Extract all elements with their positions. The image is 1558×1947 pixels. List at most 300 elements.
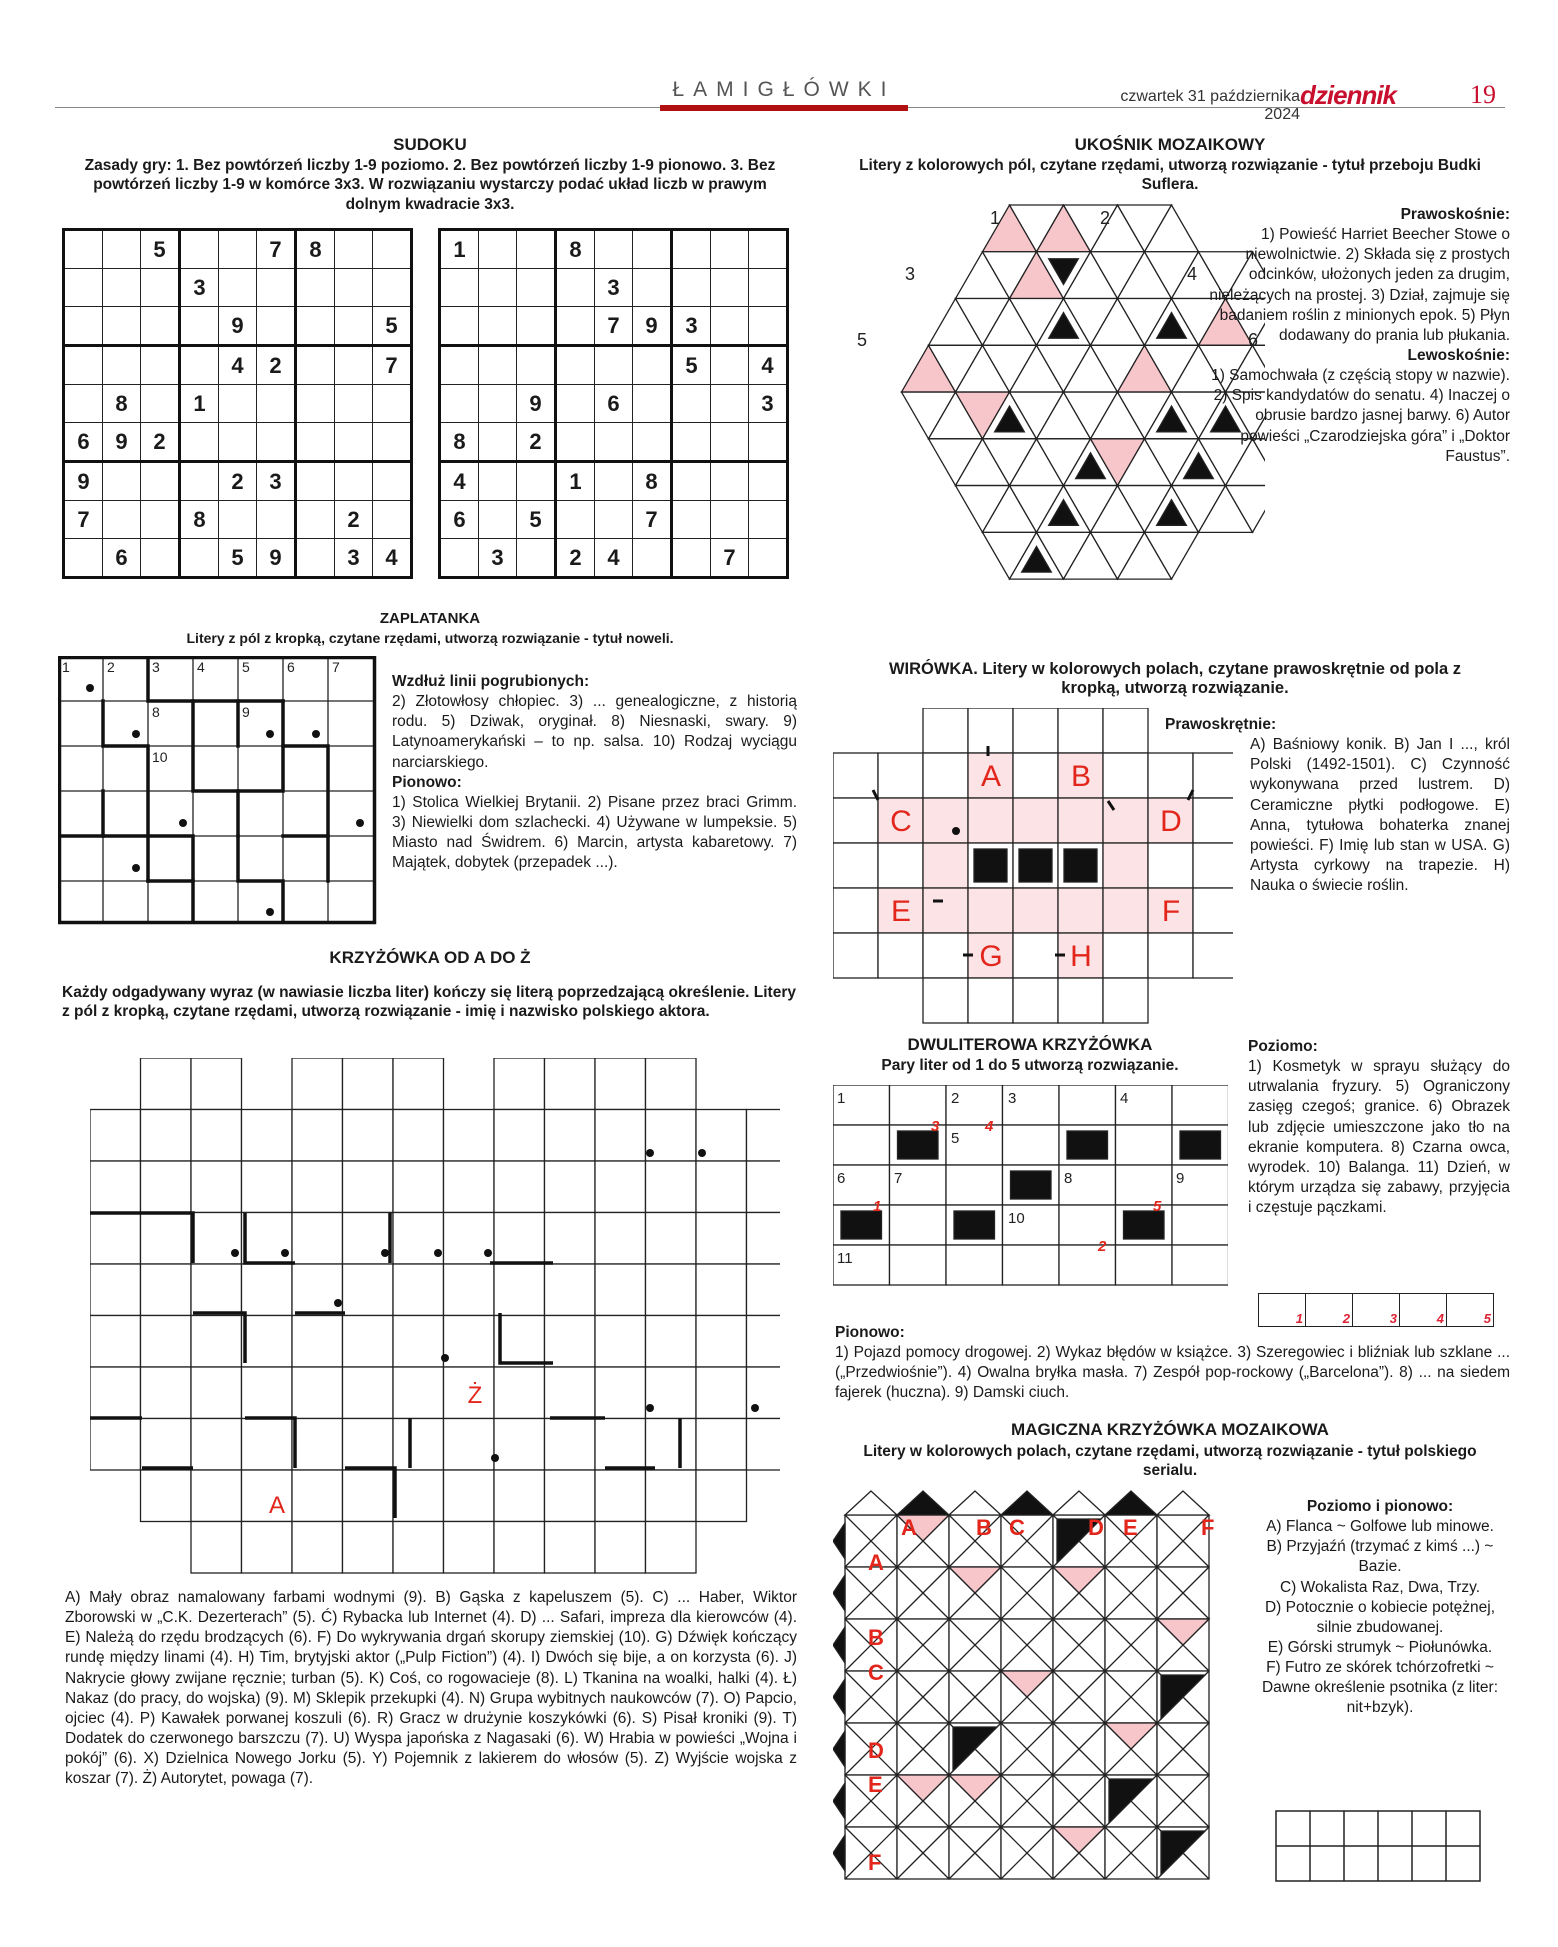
wir-cell[interactable] (1013, 798, 1058, 843)
sudoku-grid-2[interactable] (438, 228, 789, 579)
az-cell[interactable] (646, 1161, 697, 1213)
az-cell[interactable] (545, 1316, 596, 1368)
wir-cell[interactable] (968, 708, 1013, 753)
sudoku-cell[interactable]: 8 (440, 423, 479, 462)
sudoku-cell[interactable] (440, 307, 479, 346)
wir-cell[interactable] (968, 888, 1013, 933)
sudoku-cell[interactable] (180, 539, 219, 578)
dwu-cell[interactable] (1172, 1205, 1228, 1245)
sudoku-cell[interactable] (180, 230, 219, 269)
sudoku-cell[interactable] (749, 462, 788, 501)
sudoku-cell[interactable]: 8 (103, 385, 141, 423)
dwu-sol-3[interactable]: 3 (1353, 1294, 1400, 1327)
az-cell[interactable] (646, 1419, 697, 1471)
sudoku-cell[interactable] (633, 385, 672, 423)
az-cell[interactable] (141, 1213, 192, 1265)
dwu-sol-2[interactable]: 2 (1306, 1294, 1353, 1327)
sudoku-cell[interactable] (219, 501, 257, 539)
sudoku-cell[interactable] (595, 230, 633, 269)
sudoku-cell[interactable]: 6 (440, 501, 479, 539)
wir-cell[interactable] (923, 933, 968, 978)
az-cell[interactable] (343, 1110, 394, 1162)
sudoku-cell[interactable] (141, 385, 180, 423)
sudoku-cell[interactable] (296, 385, 335, 423)
sudoku-cell[interactable] (180, 423, 219, 462)
az-cell[interactable] (494, 1522, 545, 1574)
az-cell[interactable] (696, 1161, 747, 1213)
sudoku-cell[interactable]: 5 (672, 346, 711, 385)
az-cell[interactable] (545, 1110, 596, 1162)
sudoku-cell[interactable] (672, 423, 711, 462)
sudoku-cell[interactable] (373, 385, 412, 423)
sudoku-cell[interactable] (440, 346, 479, 385)
sudoku-cell[interactable]: 2 (257, 346, 296, 385)
sudoku-cell[interactable] (749, 423, 788, 462)
az-cell[interactable] (696, 1316, 747, 1368)
sudoku-cell[interactable]: 3 (595, 269, 633, 307)
az-cell[interactable] (494, 1213, 545, 1265)
az-cell[interactable] (747, 1264, 781, 1316)
az-cell[interactable] (696, 1213, 747, 1265)
sudoku-cell[interactable] (257, 269, 296, 307)
az-cell[interactable] (141, 1470, 192, 1522)
wir-cell[interactable] (1058, 708, 1103, 753)
az-cell[interactable] (191, 1110, 242, 1162)
wir-cell[interactable] (1058, 978, 1103, 1023)
az-cell[interactable] (191, 1161, 242, 1213)
sudoku-cell[interactable] (103, 269, 141, 307)
wir-cell[interactable] (1058, 888, 1103, 933)
az-cell[interactable] (696, 1419, 747, 1471)
az-cell[interactable] (494, 1470, 545, 1522)
az-cell[interactable] (141, 1058, 192, 1110)
sudoku-cell[interactable]: 8 (633, 462, 672, 501)
sudoku-cell[interactable] (749, 539, 788, 578)
az-cell[interactable] (343, 1264, 394, 1316)
wir-cell[interactable] (878, 753, 923, 798)
sudoku-cell[interactable]: 2 (556, 539, 595, 578)
az-cell[interactable] (747, 1316, 781, 1368)
az-cell[interactable] (646, 1367, 697, 1419)
zaplatanka-grid[interactable] (58, 656, 378, 926)
sudoku-cell[interactable]: 4 (373, 539, 412, 578)
az-cell[interactable] (646, 1522, 697, 1574)
az-cell[interactable] (343, 1316, 394, 1368)
sudoku-cell[interactable]: 6 (595, 385, 633, 423)
wir-cell[interactable] (1013, 708, 1058, 753)
sudoku-cell[interactable] (749, 230, 788, 269)
wir-cell[interactable] (923, 708, 968, 753)
sudoku-cell[interactable] (479, 307, 517, 346)
sudoku-cell[interactable] (633, 346, 672, 385)
wir-cell[interactable] (1193, 933, 1233, 978)
wir-cell[interactable] (968, 798, 1013, 843)
az-cell[interactable] (292, 1470, 343, 1522)
dwu-cell[interactable] (1172, 1085, 1228, 1125)
az-cell[interactable] (595, 1522, 646, 1574)
sudoku-cell[interactable]: 8 (180, 501, 219, 539)
magiczna-solution-grid[interactable] (1275, 1810, 1485, 1885)
az-cell[interactable] (747, 1110, 781, 1162)
az-cell[interactable] (292, 1058, 343, 1110)
az-cell[interactable] (292, 1522, 343, 1574)
sudoku-cell[interactable] (711, 423, 749, 462)
az-cell[interactable] (444, 1419, 495, 1471)
sudoku-cell[interactable] (335, 385, 373, 423)
sudoku-cell[interactable]: 5 (517, 501, 556, 539)
az-cell[interactable] (343, 1522, 394, 1574)
sudoku-cell[interactable] (141, 269, 180, 307)
sudoku-cell[interactable]: 4 (595, 539, 633, 578)
az-cell[interactable] (595, 1316, 646, 1368)
sudoku-cell[interactable]: 1 (440, 230, 479, 269)
sudoku-cell[interactable] (335, 462, 373, 501)
sudoku-cell[interactable] (711, 230, 749, 269)
az-cell[interactable] (292, 1419, 343, 1471)
az-cell[interactable] (141, 1161, 192, 1213)
az-cell[interactable] (747, 1419, 781, 1471)
sudoku-cell[interactable]: 3 (180, 269, 219, 307)
sudoku-cell[interactable] (517, 269, 556, 307)
az-cell[interactable] (595, 1213, 646, 1265)
sudoku-cell[interactable] (257, 423, 296, 462)
sudoku-cell[interactable] (335, 269, 373, 307)
az-cell[interactable] (90, 1264, 141, 1316)
az-grid[interactable] (90, 1058, 780, 1578)
az-cell[interactable] (191, 1367, 242, 1419)
az-cell[interactable] (393, 1110, 444, 1162)
wir-cell[interactable] (833, 753, 878, 798)
az-cell[interactable] (444, 1161, 495, 1213)
wir-cell[interactable] (1103, 843, 1148, 888)
dwu-cell[interactable] (1003, 1125, 1060, 1165)
az-cell[interactable] (90, 1316, 141, 1368)
az-cell[interactable] (494, 1161, 545, 1213)
wir-cell[interactable] (968, 978, 1013, 1023)
sudoku-cell[interactable] (711, 269, 749, 307)
az-cell[interactable] (393, 1419, 444, 1471)
az-cell[interactable] (595, 1161, 646, 1213)
sudoku-cell[interactable] (556, 501, 595, 539)
sudoku-cell[interactable] (373, 230, 412, 269)
az-cell[interactable] (393, 1522, 444, 1574)
sudoku-cell[interactable]: 7 (373, 346, 412, 385)
sudoku-cell[interactable] (517, 230, 556, 269)
az-cell[interactable] (242, 1264, 293, 1316)
az-cell[interactable] (90, 1110, 141, 1162)
sudoku-cell[interactable] (517, 539, 556, 578)
sudoku-cell[interactable] (595, 346, 633, 385)
sudoku-cell[interactable] (711, 501, 749, 539)
sudoku-cell[interactable] (711, 385, 749, 423)
dwu-cell[interactable] (890, 1245, 947, 1285)
sudoku-cell[interactable]: 8 (296, 230, 335, 269)
sudoku-cell[interactable] (335, 230, 373, 269)
wir-cell[interactable] (923, 798, 968, 843)
sudoku-cell[interactable] (103, 462, 141, 501)
az-cell[interactable] (242, 1522, 293, 1574)
sudoku-cell[interactable] (335, 307, 373, 346)
wir-cell[interactable] (833, 798, 878, 843)
dwu-cell[interactable] (890, 1205, 947, 1245)
dwu-sol-1[interactable]: 1 (1259, 1294, 1306, 1327)
dwu-cell[interactable] (1003, 1245, 1060, 1285)
wir-cell[interactable] (833, 843, 878, 888)
sudoku-cell[interactable]: 9 (64, 462, 103, 501)
sudoku-cell[interactable] (296, 501, 335, 539)
sudoku-cell[interactable]: 2 (141, 423, 180, 462)
sudoku-cell[interactable] (595, 501, 633, 539)
az-cell[interactable] (696, 1367, 747, 1419)
sudoku-cell[interactable] (672, 230, 711, 269)
az-cell[interactable] (646, 1213, 697, 1265)
sudoku-cell[interactable]: 9 (517, 385, 556, 423)
az-cell[interactable] (292, 1264, 343, 1316)
wir-cell[interactable] (833, 888, 878, 933)
az-cell[interactable] (90, 1213, 141, 1265)
az-cell[interactable] (191, 1058, 242, 1110)
sudoku-cell[interactable] (517, 462, 556, 501)
az-cell[interactable] (494, 1110, 545, 1162)
sudoku-cell[interactable] (749, 269, 788, 307)
sudoku-cell[interactable]: 3 (335, 539, 373, 578)
sudoku-cell[interactable] (335, 346, 373, 385)
sudoku-cell[interactable] (219, 269, 257, 307)
magiczna-grid[interactable] (833, 1490, 1228, 1890)
sudoku-cell[interactable]: 4 (219, 346, 257, 385)
sudoku-cell[interactable] (440, 539, 479, 578)
sudoku-cell[interactable] (141, 346, 180, 385)
sudoku-cell[interactable] (296, 307, 335, 346)
sudoku-cell[interactable]: 7 (64, 501, 103, 539)
az-cell[interactable] (444, 1522, 495, 1574)
az-cell[interactable] (595, 1110, 646, 1162)
dwu-cell[interactable] (1172, 1245, 1228, 1285)
sudoku-cell[interactable] (180, 462, 219, 501)
sudoku-cell[interactable] (749, 307, 788, 346)
sudoku-cell[interactable] (633, 423, 672, 462)
sudoku-cell[interactable] (219, 423, 257, 462)
az-cell[interactable] (393, 1470, 444, 1522)
az-cell[interactable] (141, 1264, 192, 1316)
sudoku-cell[interactable] (595, 462, 633, 501)
sudoku-cell[interactable]: 3 (749, 385, 788, 423)
dwu-cell[interactable] (1059, 1085, 1116, 1125)
sudoku-cell[interactable]: 6 (103, 539, 141, 578)
az-cell[interactable] (646, 1058, 697, 1110)
sudoku-cell[interactable]: 5 (373, 307, 412, 346)
az-cell[interactable] (343, 1058, 394, 1110)
sudoku-cell[interactable] (141, 539, 180, 578)
sudoku-cell[interactable] (711, 346, 749, 385)
az-cell[interactable] (90, 1419, 141, 1471)
az-cell[interactable] (393, 1058, 444, 1110)
dwu-sol-5[interactable]: 5 (1447, 1294, 1494, 1327)
az-cell[interactable] (545, 1058, 596, 1110)
wir-cell[interactable] (1058, 798, 1103, 843)
sudoku-cell[interactable] (672, 385, 711, 423)
az-cell[interactable] (141, 1316, 192, 1368)
sudoku-cell[interactable] (672, 501, 711, 539)
wir-cell[interactable] (1103, 753, 1148, 798)
wir-cell[interactable] (1103, 888, 1148, 933)
sudoku-cell[interactable] (672, 269, 711, 307)
sudoku-cell[interactable] (64, 269, 103, 307)
dwu-solution[interactable] (1258, 1293, 1494, 1327)
sudoku-cell[interactable] (103, 230, 141, 269)
sudoku-cell[interactable] (64, 539, 103, 578)
sudoku-cell[interactable] (672, 539, 711, 578)
sudoku-cell[interactable] (64, 230, 103, 269)
az-cell[interactable] (747, 1161, 781, 1213)
az-cell[interactable] (595, 1367, 646, 1419)
az-cell[interactable] (242, 1367, 293, 1419)
wir-cell[interactable] (1013, 753, 1058, 798)
wir-cell[interactable] (878, 933, 923, 978)
sudoku-cell[interactable]: 3 (672, 307, 711, 346)
az-cell[interactable] (393, 1316, 444, 1368)
sudoku-cell[interactable] (479, 501, 517, 539)
dwu-sol-4[interactable]: 4 (1400, 1294, 1447, 1327)
az-cell[interactable] (191, 1470, 242, 1522)
az-cell[interactable] (141, 1110, 192, 1162)
sudoku-cell[interactable] (335, 423, 373, 462)
sudoku-cell[interactable] (633, 539, 672, 578)
sudoku-cell[interactable] (517, 346, 556, 385)
sudoku-cell[interactable] (373, 501, 412, 539)
dwu-cell[interactable] (946, 1245, 1003, 1285)
sudoku-cell[interactable]: 3 (479, 539, 517, 578)
wir-cell[interactable] (1013, 978, 1058, 1023)
sudoku-cell[interactable]: 2 (517, 423, 556, 462)
sudoku-cell[interactable] (64, 385, 103, 423)
wir-cell[interactable] (1103, 708, 1148, 753)
az-cell[interactable] (343, 1470, 394, 1522)
dwu-grid[interactable] (833, 1085, 1228, 1310)
dwu-cell[interactable] (1059, 1245, 1116, 1285)
sudoku-cell[interactable] (517, 307, 556, 346)
az-cell[interactable] (545, 1522, 596, 1574)
az-cell[interactable] (141, 1367, 192, 1419)
sudoku-cell[interactable] (479, 423, 517, 462)
sudoku-cell[interactable]: 2 (335, 501, 373, 539)
az-cell[interactable] (747, 1367, 781, 1419)
az-cell[interactable] (242, 1316, 293, 1368)
sudoku-cell[interactable] (219, 385, 257, 423)
sudoku-cell[interactable] (373, 423, 412, 462)
sudoku-cell[interactable] (257, 501, 296, 539)
wir-cell[interactable] (833, 933, 878, 978)
az-cell[interactable] (494, 1367, 545, 1419)
az-cell[interactable] (595, 1470, 646, 1522)
wir-cell[interactable] (923, 888, 968, 933)
az-cell[interactable] (292, 1110, 343, 1162)
az-cell[interactable] (646, 1316, 697, 1368)
sudoku-cell[interactable] (440, 269, 479, 307)
sudoku-cell[interactable]: 4 (749, 346, 788, 385)
sudoku-cell[interactable] (103, 501, 141, 539)
sudoku-cell[interactable] (373, 462, 412, 501)
az-cell[interactable] (444, 1264, 495, 1316)
sudoku-cell[interactable] (556, 269, 595, 307)
sudoku-cell[interactable] (141, 501, 180, 539)
az-cell[interactable] (191, 1419, 242, 1471)
az-cell[interactable] (444, 1110, 495, 1162)
sudoku-cell[interactable] (633, 269, 672, 307)
wir-cell[interactable] (1103, 933, 1148, 978)
az-cell[interactable] (292, 1161, 343, 1213)
wir-cell[interactable] (878, 843, 923, 888)
dwu-cell[interactable] (1116, 1245, 1173, 1285)
sudoku-cell[interactable] (103, 307, 141, 346)
sudoku-cell[interactable]: 8 (556, 230, 595, 269)
sudoku-cell[interactable] (479, 385, 517, 423)
sudoku-cell[interactable]: 1 (556, 462, 595, 501)
sudoku-cell[interactable]: 1 (180, 385, 219, 423)
dwu-cell[interactable] (1059, 1205, 1116, 1245)
sudoku-cell[interactable]: 6 (64, 423, 103, 462)
az-cell[interactable] (646, 1470, 697, 1522)
az-cell[interactable] (191, 1522, 242, 1574)
sudoku-cell[interactable] (479, 269, 517, 307)
sudoku-cell[interactable] (373, 269, 412, 307)
az-cell[interactable] (191, 1316, 242, 1368)
az-cell[interactable] (747, 1213, 781, 1265)
sudoku-grid-1[interactable] (62, 228, 413, 579)
sudoku-cell[interactable]: 7 (595, 307, 633, 346)
az-cell[interactable] (191, 1264, 242, 1316)
az-cell[interactable] (545, 1213, 596, 1265)
az-cell[interactable] (545, 1419, 596, 1471)
az-cell[interactable] (141, 1419, 192, 1471)
az-cell[interactable] (393, 1161, 444, 1213)
sudoku-cell[interactable]: 2 (219, 462, 257, 501)
sudoku-cell[interactable] (556, 423, 595, 462)
sudoku-cell[interactable] (141, 307, 180, 346)
az-cell[interactable] (545, 1161, 596, 1213)
sudoku-cell[interactable]: 7 (711, 539, 749, 578)
az-cell[interactable] (242, 1110, 293, 1162)
wir-cell[interactable] (1148, 933, 1193, 978)
az-cell[interactable] (696, 1470, 747, 1522)
sudoku-cell[interactable] (103, 346, 141, 385)
az-cell[interactable] (494, 1058, 545, 1110)
sudoku-cell[interactable] (672, 462, 711, 501)
az-cell[interactable] (444, 1316, 495, 1368)
sudoku-cell[interactable] (556, 307, 595, 346)
sudoku-cell[interactable] (633, 230, 672, 269)
sudoku-cell[interactable] (141, 462, 180, 501)
sudoku-cell[interactable] (479, 462, 517, 501)
sudoku-cell[interactable] (296, 423, 335, 462)
sudoku-cell[interactable]: 9 (257, 539, 296, 578)
az-cell[interactable] (545, 1470, 596, 1522)
sudoku-cell[interactable] (556, 385, 595, 423)
sudoku-cell[interactable] (296, 462, 335, 501)
sudoku-cell[interactable] (219, 230, 257, 269)
az-cell[interactable] (545, 1264, 596, 1316)
sudoku-cell[interactable]: 4 (440, 462, 479, 501)
dwu-cell[interactable] (1116, 1165, 1173, 1205)
az-cell[interactable] (343, 1367, 394, 1419)
az-cell[interactable] (646, 1264, 697, 1316)
sudoku-cell[interactable] (296, 346, 335, 385)
az-cell[interactable] (393, 1367, 444, 1419)
az-cell[interactable] (343, 1161, 394, 1213)
wir-cell[interactable] (1103, 978, 1148, 1023)
az-cell[interactable] (292, 1367, 343, 1419)
az-cell[interactable] (595, 1058, 646, 1110)
